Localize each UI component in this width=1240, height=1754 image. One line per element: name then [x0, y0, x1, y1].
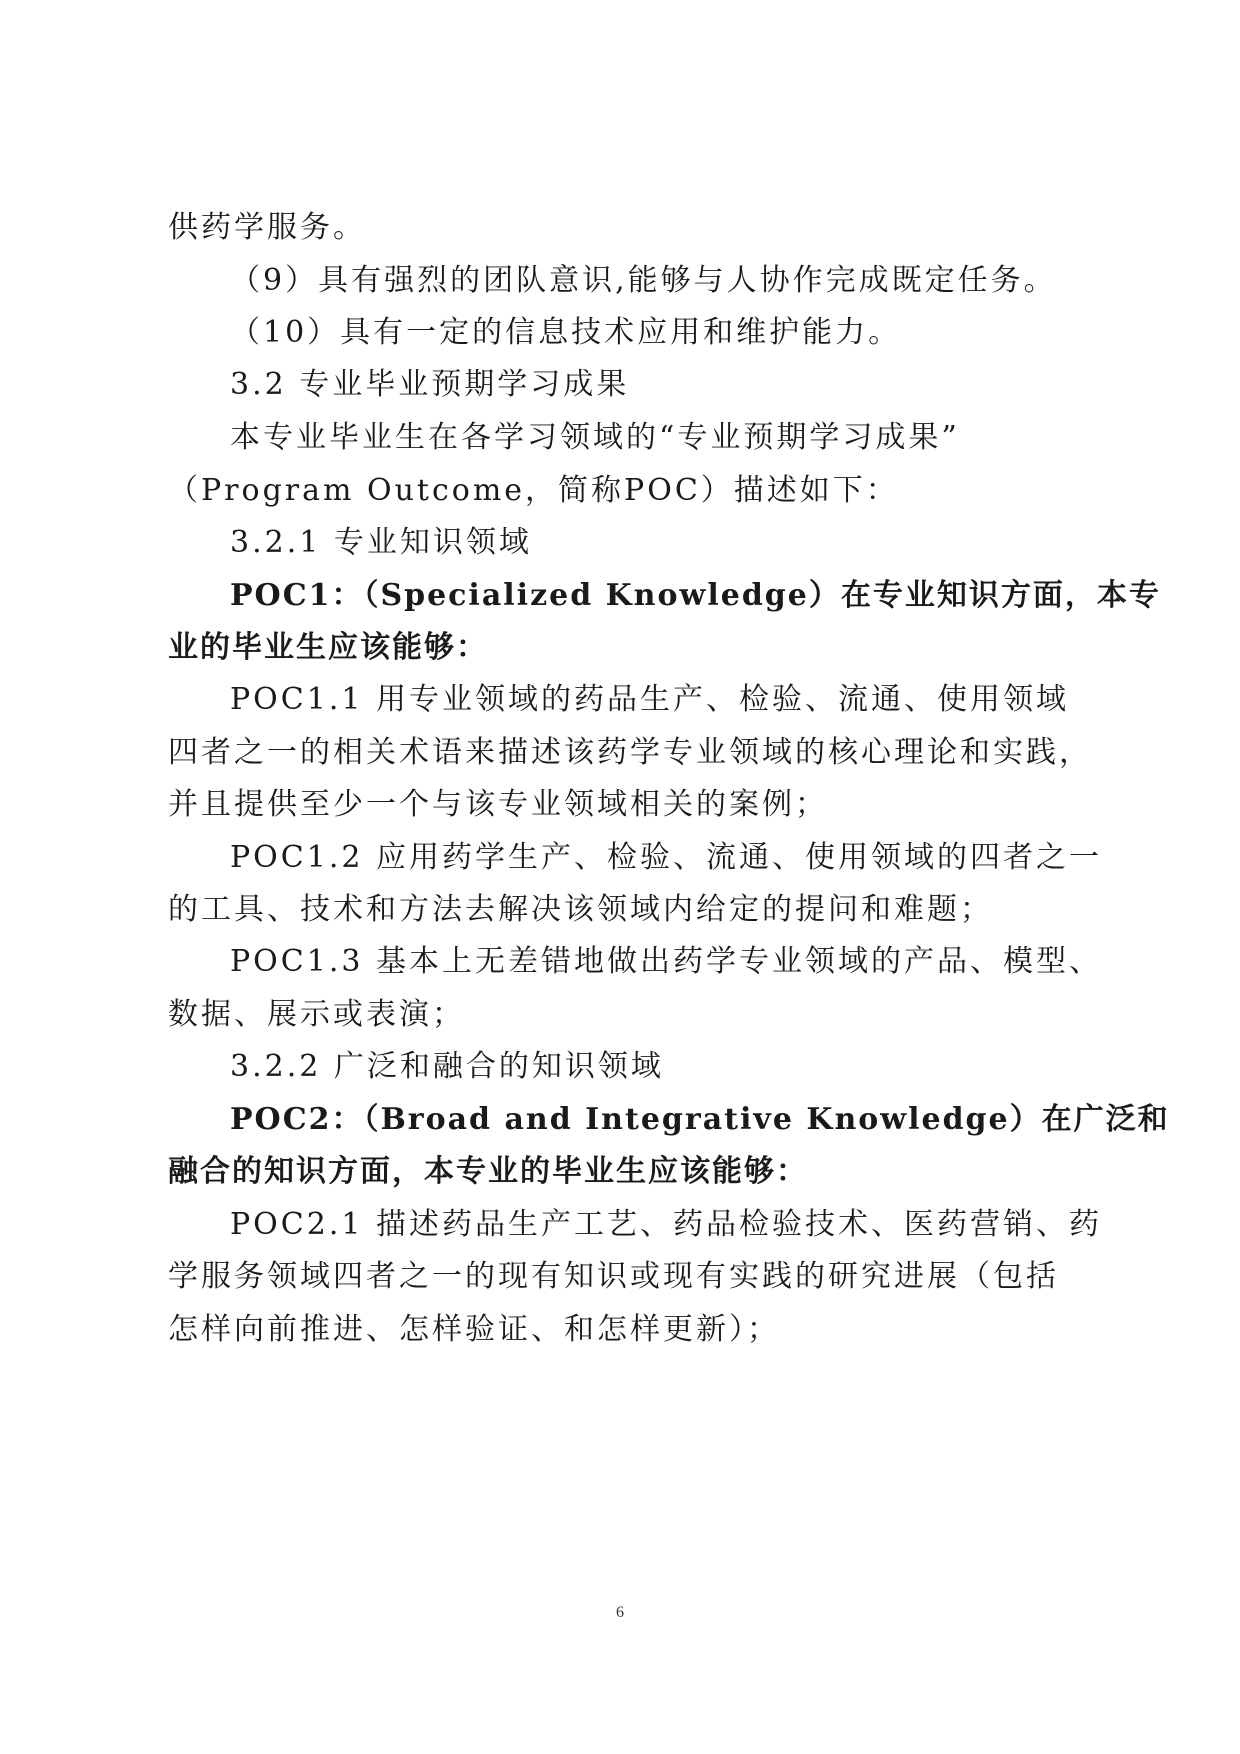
poc1-3-line-1: POC1.3 基本上无差错地做出药学专业领域的产品、模型、 — [230, 944, 1102, 979]
list-item-10: （10）具有一定的信息技术应用和维护能力。 — [230, 315, 902, 350]
section-heading-3-2-2: 3.2.2 广泛和融合的知识领域 — [230, 1049, 664, 1084]
poc2-1-line-1: POC2.1 描述药品生产工艺、药品检验技术、医药营销、药 — [230, 1207, 1102, 1242]
paragraph-continuation: 供药学服务。 — [168, 210, 366, 245]
poc1-heading-line-1: POC1：（Specialized Knowledge）在专业知识方面，本专 — [230, 578, 1161, 613]
section-heading-3-2-1: 3.2.1 专业知识领域 — [230, 525, 532, 560]
poc1-2-line-2: 的工具、技术和方法去解决该领域内给定的提问和难题； — [168, 892, 993, 927]
section-heading-3-2: 3.2 专业毕业预期学习成果 — [230, 367, 630, 402]
section-intro-line-2: （Program Outcome，简称POC）描述如下： — [168, 473, 899, 508]
poc1-1-line-1: POC1.1 用专业领域的药品生产、检验、流通、使用领域 — [230, 682, 1069, 717]
poc2-heading-line-1: POC2：（Broad and Integrative Knowledge）在广泛和 — [230, 1102, 1170, 1137]
poc2-1-line-3: 怎样向前推进、怎样验证、和怎样更新）； — [168, 1312, 780, 1347]
poc1-2-line-1: POC1.2 应用药学生产、检验、流通、使用领域的四者之一 — [230, 840, 1102, 875]
page-number: 6 — [616, 1604, 624, 1621]
poc1-1-line-3: 并且提供至少一个与该专业领域相关的案例； — [168, 787, 828, 822]
list-item-9: （9）具有强烈的团队意识,能够与人协作完成既定任务。 — [230, 263, 1057, 298]
poc1-heading-line-2: 业的毕业生应该能够： — [168, 630, 488, 665]
poc1-3-line-2: 数据、展示或表演； — [168, 997, 465, 1032]
poc2-1-line-2: 学服务领域四者之一的现有知识或现有实践的研究进展（包括 — [168, 1259, 1059, 1294]
poc1-1-line-2: 四者之一的相关术语来描述该药学专业领域的核心理论和实践， — [168, 735, 1092, 770]
poc2-heading-line-2: 融合的知识方面，本专业的毕业生应该能够： — [168, 1154, 808, 1189]
section-intro-line-1: 本专业毕业生在各学习领域的“专业预期学习成果” — [230, 420, 960, 455]
